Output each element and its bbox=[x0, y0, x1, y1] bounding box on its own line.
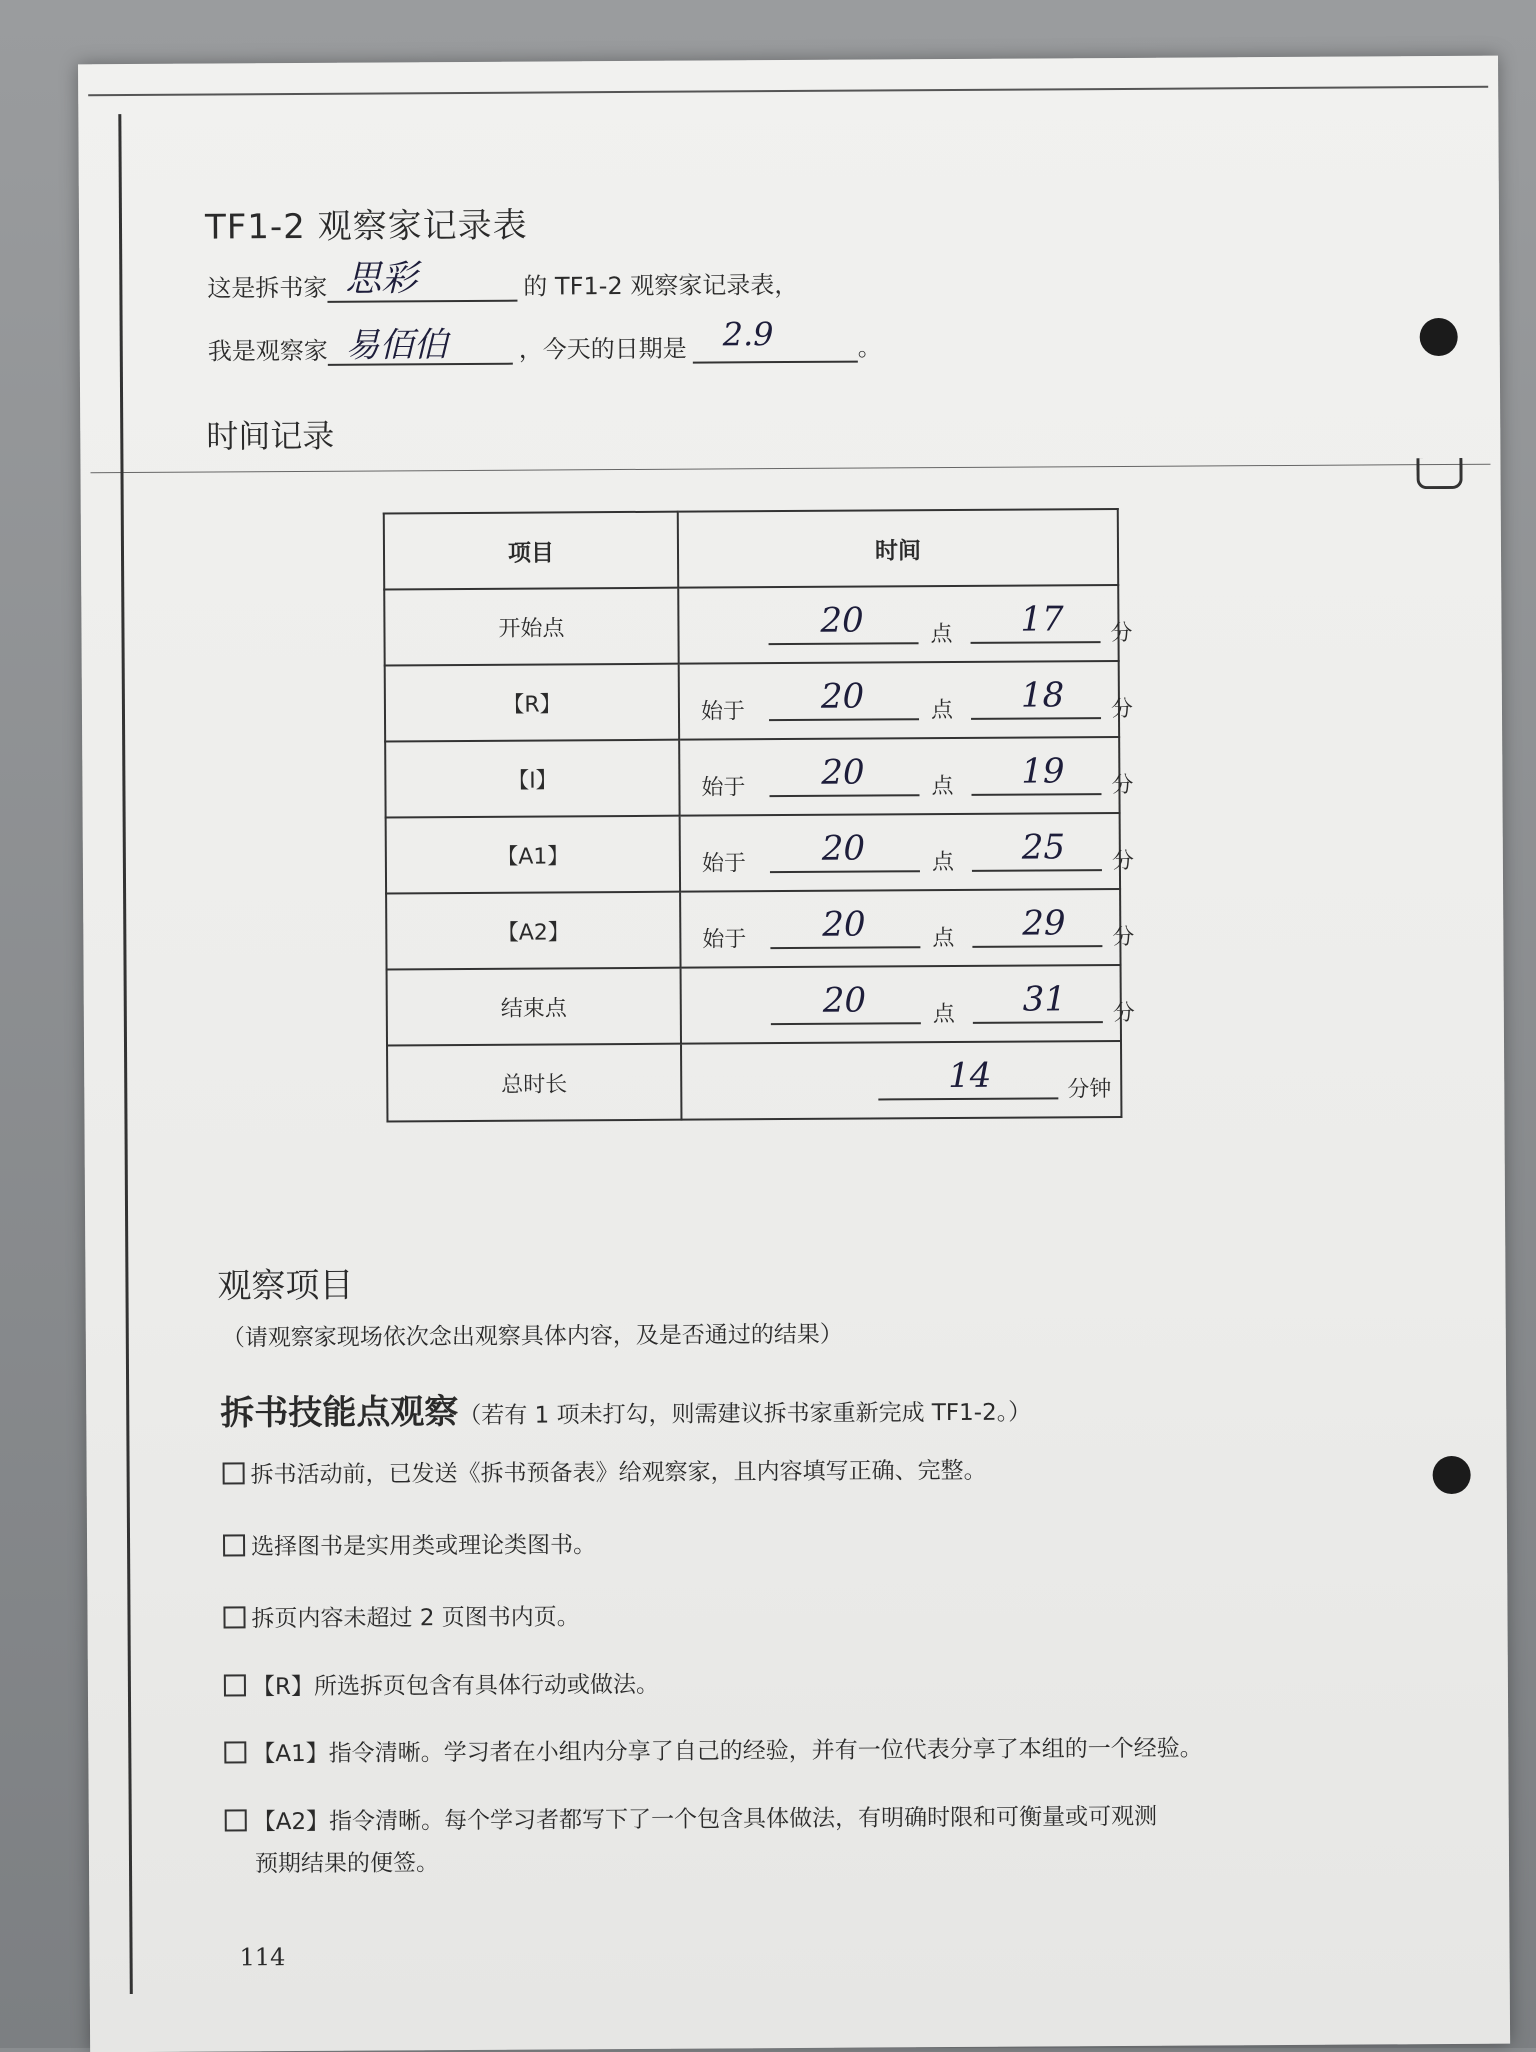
checkbox[interactable] bbox=[223, 1462, 245, 1484]
checkbox[interactable] bbox=[225, 1809, 247, 1831]
table-header-row bbox=[384, 509, 1118, 589]
minute-value: 17 bbox=[1020, 599, 1064, 640]
checklist-text: 【R】所选拆页包含有具体行动或做法。 bbox=[251, 1671, 659, 1701]
start-prefix: 始于 bbox=[702, 927, 747, 953]
time-cell[interactable] bbox=[680, 889, 1135, 968]
header-line-2 bbox=[207, 315, 882, 366]
page-number: 114 bbox=[239, 1943, 286, 1972]
hour-value: 20 bbox=[820, 600, 864, 641]
form-title: TF1-2 观察家记录表 bbox=[204, 205, 528, 248]
minute-label: 分 bbox=[1112, 1000, 1135, 1027]
minute-value: 25 bbox=[1021, 827, 1066, 868]
line2-end: 。 bbox=[857, 333, 882, 362]
table-row bbox=[384, 585, 1118, 665]
total-unit: 分钟 bbox=[1067, 1077, 1112, 1103]
skill-note: （若有 1 项未打勾，则需建议拆书家重新完成 TF1-2。） bbox=[458, 1399, 1032, 1430]
punch-hole-bottom bbox=[1433, 1456, 1471, 1494]
checklist-item bbox=[223, 1526, 596, 1561]
skill-heading bbox=[220, 1381, 1031, 1435]
minute-value: 19 bbox=[1021, 751, 1065, 792]
observer-blank[interactable] bbox=[328, 325, 513, 366]
total-value: 14 bbox=[948, 1055, 992, 1097]
hour-label: 点 bbox=[931, 850, 954, 876]
time-cell[interactable] bbox=[679, 737, 1134, 816]
col-time-header: 时间 bbox=[678, 509, 1118, 588]
observation-title: 观察项目 bbox=[217, 1265, 354, 1307]
line1-suffix: 的 TF1-2 观察家记录表， bbox=[523, 270, 799, 301]
checklist-item bbox=[224, 1666, 659, 1702]
minute-value: 18 bbox=[1020, 675, 1065, 716]
header-line-1 bbox=[207, 258, 799, 304]
row-item-label: 【A2】 bbox=[386, 892, 680, 970]
checkbox[interactable] bbox=[223, 1534, 245, 1556]
row-item-label: 【A1】 bbox=[386, 816, 680, 894]
date-blank[interactable] bbox=[693, 315, 858, 364]
row-item-label: 【I】 bbox=[385, 740, 679, 818]
hour-label: 点 bbox=[932, 926, 955, 952]
line2-mid: ，今天的日期是 bbox=[518, 334, 687, 364]
minute-label: 分 bbox=[1110, 620, 1133, 647]
table-row bbox=[386, 813, 1120, 893]
line1-prefix: 这是拆书家 bbox=[207, 273, 328, 303]
checklist-item bbox=[225, 1798, 1158, 1837]
minute-label: 分 bbox=[1110, 696, 1134, 723]
line2-prefix: 我是观察家 bbox=[207, 336, 328, 366]
paper-sheet bbox=[78, 56, 1510, 2052]
speaker-handwritten: 思彩 bbox=[345, 258, 418, 300]
minute-label: 分 bbox=[1111, 772, 1134, 799]
checklist-item bbox=[223, 1598, 579, 1633]
minute-value: 31 bbox=[1022, 979, 1067, 1020]
start-prefix: 始于 bbox=[700, 699, 746, 725]
hour-value: 20 bbox=[821, 828, 866, 869]
checklist-text: 【A1】指令清晰。学习者在小组内分享了自己的经验，并有一位代表分享了本组的一个经验。 bbox=[252, 1735, 1203, 1768]
time-cell[interactable] bbox=[678, 585, 1133, 664]
time-cell[interactable] bbox=[680, 813, 1134, 892]
hour-value: 20 bbox=[822, 904, 866, 945]
hour-value: 20 bbox=[822, 980, 867, 1021]
checkbox[interactable] bbox=[223, 1606, 245, 1628]
time-table bbox=[383, 508, 1135, 1122]
row-item-label: 结束点 bbox=[387, 968, 681, 1046]
checkbox[interactable] bbox=[224, 1674, 246, 1696]
checklist-item bbox=[223, 1452, 987, 1490]
time-cell[interactable] bbox=[681, 965, 1135, 1044]
hour-label: 点 bbox=[932, 1001, 955, 1028]
date-handwritten: 2.9 bbox=[722, 315, 774, 354]
table-row-total bbox=[387, 1041, 1121, 1121]
table-row bbox=[385, 737, 1119, 817]
row-item-label: 【R】 bbox=[385, 664, 679, 742]
start-prefix: 始于 bbox=[701, 851, 747, 877]
hour-value: 20 bbox=[820, 676, 865, 717]
table-row bbox=[385, 661, 1119, 741]
punch-hole-top bbox=[1420, 318, 1458, 356]
time-section-title: 时间记录 bbox=[206, 416, 335, 456]
hour-value: 20 bbox=[821, 752, 865, 793]
start-prefix: 始于 bbox=[701, 775, 746, 801]
minute-value: 29 bbox=[1022, 903, 1066, 944]
row-item-label: 开始点 bbox=[384, 588, 678, 666]
hour-label: 点 bbox=[930, 698, 954, 724]
col-item-header: 项目 bbox=[384, 512, 678, 590]
middle-rule bbox=[91, 464, 1491, 474]
minute-label: 分 bbox=[1111, 848, 1134, 875]
speaker-blank[interactable] bbox=[327, 258, 517, 303]
hour-label: 点 bbox=[930, 622, 953, 648]
observation-note: （请观察家现场依次念出观察具体内容，及是否通过的结果） bbox=[221, 1321, 843, 1352]
total-label: 总时长 bbox=[387, 1044, 681, 1122]
checklist-text: 拆书活动前，已发送《拆书预备表》给观察家，且内容填写正确、完整。 bbox=[250, 1457, 987, 1489]
checklist-item bbox=[224, 1729, 1203, 1768]
checklist-text: 拆页内容未超过 2 页图书内页。 bbox=[251, 1604, 580, 1633]
minute-label: 分 bbox=[1112, 924, 1135, 951]
table-row bbox=[386, 889, 1120, 969]
checklist-text: 选择图书是实用类或理论类图书。 bbox=[250, 1532, 597, 1561]
clip-mark bbox=[1416, 458, 1462, 489]
binding-edge bbox=[118, 114, 132, 1994]
checklist-item-continuation: 预期结果的便签。 bbox=[254, 1850, 440, 1878]
skill-title: 拆书技能点观察 bbox=[220, 1392, 459, 1434]
hour-label: 点 bbox=[931, 774, 954, 800]
checkbox[interactable] bbox=[224, 1741, 246, 1763]
time-cell[interactable] bbox=[679, 661, 1134, 740]
table-row bbox=[387, 965, 1121, 1045]
observer-handwritten: 易佰伯 bbox=[345, 325, 448, 366]
top-rule bbox=[88, 86, 1488, 97]
total-cell[interactable] bbox=[681, 1041, 1121, 1120]
checklist-text: 【A2】指令清晰。每个学习者都写下了一个包含具体做法，有明确时限和可衡量或可观测 bbox=[252, 1803, 1158, 1836]
